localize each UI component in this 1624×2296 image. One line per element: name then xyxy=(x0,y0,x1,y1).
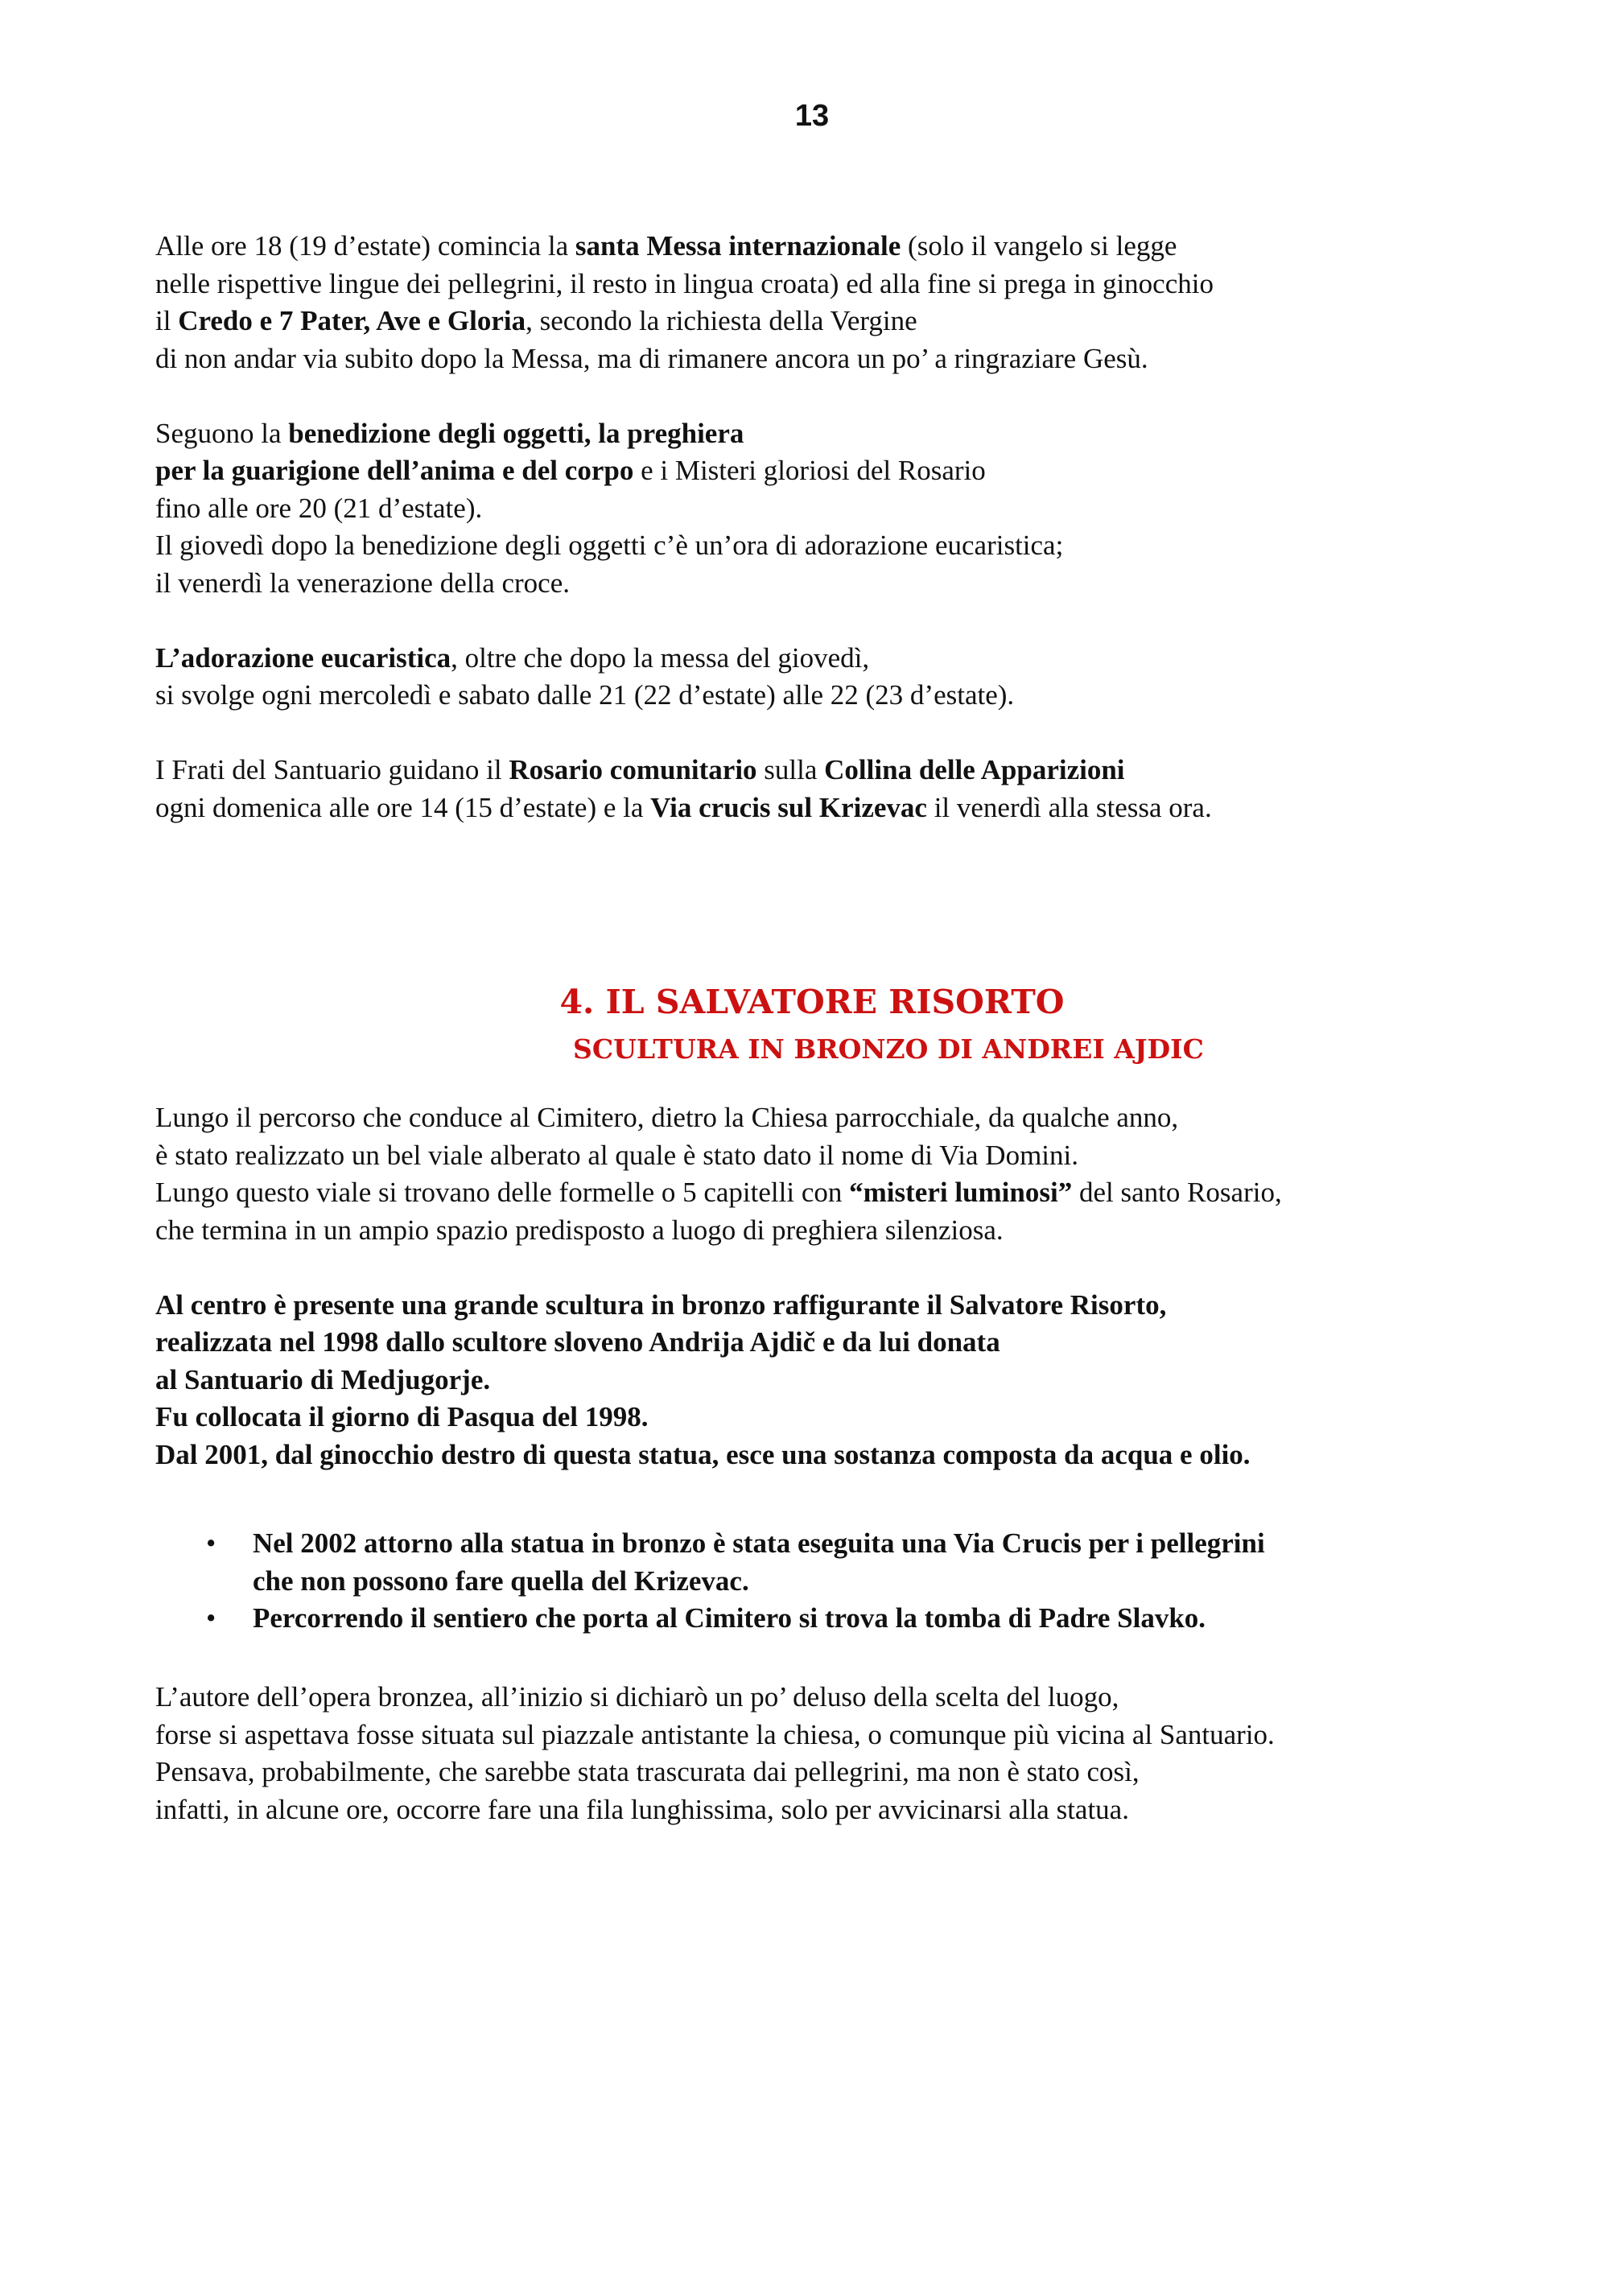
text-line xyxy=(155,1212,1475,1250)
text-line xyxy=(155,1137,1475,1175)
bold-text-run: Credo e 7 Pater, Ave e Gloria xyxy=(178,305,526,336)
text-run: (solo il vangelo si legge xyxy=(901,230,1177,262)
section-paragraph xyxy=(155,1099,1475,1249)
text-run: , oltre che dopo la messa del giovedì, xyxy=(451,641,870,674)
text-run: ogni domenica alle ore 14 (15 d’estate) e la xyxy=(155,791,651,823)
bullet-text-line: Percorrendo il sentiero che porta al Cimitero si trova la tomba di Padre Slavko. xyxy=(253,1602,1206,1634)
text-line xyxy=(155,1679,1475,1717)
intro-paragraph xyxy=(155,415,1475,603)
section-paragraph xyxy=(155,1287,1475,1474)
text-run: il venerdì alla stessa ora. xyxy=(926,791,1212,823)
bold-text-run: realizzata nel 1998 dallo scultore sloveno Andrija Ajdič e da lui donata xyxy=(155,1326,1000,1358)
text-line xyxy=(155,1362,1475,1399)
text-run: Seguono la xyxy=(155,417,289,449)
text-line xyxy=(155,752,1475,789)
text-run: è stato realizzato un bel viale alberato al quale è stato dato il nome di Via Domini. xyxy=(155,1139,1079,1171)
bold-text-run: per la guarigione dell’anima e del corpo xyxy=(155,455,634,486)
text-line xyxy=(155,527,1475,565)
bold-text-run: Collina delle Apparizioni xyxy=(824,754,1125,785)
text-run: si svolge ogni mercoledì e sabato dalle 21 (22 d’estate) alle 22 (23 d’estate). xyxy=(155,679,1015,711)
text-line xyxy=(155,1287,1475,1325)
intro-paragraph xyxy=(155,228,1475,377)
text-run: forse si aspettava fosse situata sul piazzale antistante la chiesa, o comunque più vicina al Santuario. xyxy=(155,1718,1275,1750)
text-run: I Frati del Santuario guidano il xyxy=(155,754,509,785)
bold-text-run: santa Messa internazionale xyxy=(575,230,901,262)
text-run: del santo Rosario, xyxy=(1072,1177,1282,1208)
text-line xyxy=(155,1791,1475,1829)
bullet-item xyxy=(155,1525,1475,1600)
text-line xyxy=(155,266,1475,303)
intro-paragraph xyxy=(155,640,1475,715)
text-line xyxy=(155,789,1475,827)
bullet-text-line: che non possono fare quella del Krizevac. xyxy=(253,1564,749,1597)
text-run: Il giovedì dopo la benedizione degli oggetti c’è un’ora di adorazione eucaristica; xyxy=(155,530,1064,561)
bold-text-run: Via crucis sul Krizevac xyxy=(650,791,927,823)
bold-text-run: Dal 2001, dal ginocchio destro di questa statua, esce una sostanza composta da acqua e olio. xyxy=(155,1438,1251,1470)
bullet-dot-icon: • xyxy=(206,1527,216,1559)
intro-paragraph xyxy=(155,752,1475,826)
bullet-item xyxy=(155,1600,1475,1638)
bold-text-run: al Santuario di Medjugorje. xyxy=(155,1363,491,1395)
text-line xyxy=(155,1717,1475,1754)
text-run: di non andar via subito dopo la Messa, ma di rimanere ancora un po’ a ringraziare Gesù. xyxy=(155,342,1148,374)
text-line xyxy=(155,228,1475,266)
text-run: fino alle ore 20 (21 d’estate). xyxy=(155,492,483,524)
section-subtitle: SCULTURA IN BRONZO DI ANDREI AJDIC xyxy=(573,1033,1204,1065)
text-run: , secondo la richiesta della Vergine xyxy=(526,305,917,336)
text-run: e i Misteri gloriosi del Rosario xyxy=(633,455,986,486)
bold-text-run: Al centro è presente una grande scultura in bronzo raffigurante il Salvatore Risorto, xyxy=(155,1288,1167,1321)
bullet-text-line: Nel 2002 attorno alla statua in bronzo è stata eseguita una Via Crucis per i pellegrini xyxy=(253,1527,1265,1559)
bold-text-run: Rosario comunitario xyxy=(509,754,757,785)
text-line xyxy=(155,303,1475,340)
text-run: Alle ore 18 (19 d’estate) comincia la xyxy=(155,230,575,262)
text-line xyxy=(155,1099,1475,1137)
text-line xyxy=(155,415,1475,453)
section-title: 4. IL SALVATORE RISORTO xyxy=(559,983,1065,1021)
text-line xyxy=(155,1437,1475,1474)
text-line xyxy=(155,340,1475,378)
text-run: L’autore dell’opera bronzea, all’inizio si dichiarò un po’ deluso della scelta del luogo, xyxy=(155,1681,1119,1713)
bullet-list xyxy=(155,1525,1475,1638)
closing-text-block xyxy=(155,1679,1475,1828)
text-run: sulla xyxy=(756,754,825,785)
bullet-list-block xyxy=(155,1525,1475,1638)
text-run: che termina in un ampio spazio predisposto a luogo di preghiera silenziosa. xyxy=(155,1214,1004,1246)
text-line xyxy=(155,640,1475,678)
section-text-block xyxy=(155,1099,1475,1474)
bold-text-run: “misteri luminosi” xyxy=(849,1177,1073,1208)
text-line xyxy=(155,1174,1475,1212)
text-line xyxy=(155,677,1475,715)
text-run: Lungo il percorso che conduce al Cimitero, dietro la Chiesa parrocchiale, da qualche anno, xyxy=(155,1102,1179,1133)
text-run: infatti, in alcune ore, occorre fare una fila lunghissima, solo per avvicinarsi alla statua. xyxy=(155,1793,1129,1825)
text-line xyxy=(155,452,1475,490)
text-line xyxy=(155,1754,1475,1791)
bold-text-run: L’adorazione eucaristica xyxy=(155,641,451,674)
text-line xyxy=(155,1324,1475,1362)
top-text-block xyxy=(155,228,1475,826)
text-run: Lungo questo viale si trovano delle formelle o 5 capitelli con xyxy=(155,1177,850,1208)
text-line xyxy=(155,565,1475,603)
text-run: Pensava, probabilmente, che sarebbe stata trascurata dai pellegrini, ma non è stato così, xyxy=(155,1756,1140,1787)
bold-text-run: Fu collocata il giorno di Pasqua del 1998. xyxy=(155,1401,649,1432)
page-number: 13 xyxy=(794,99,830,133)
text-run: il xyxy=(155,305,179,336)
text-run: nelle rispettive lingue dei pellegrini, il resto in lingua croata) ed alla fine si prega in ginocchio xyxy=(155,267,1214,299)
text-line xyxy=(155,1399,1475,1437)
closing-paragraph xyxy=(155,1679,1475,1828)
text-run: il venerdì la venerazione della croce. xyxy=(155,567,570,599)
bold-text-run: benedizione degli oggetti, la preghiera xyxy=(288,417,744,449)
bullet-dot-icon: • xyxy=(206,1602,216,1634)
text-line xyxy=(155,490,1475,528)
